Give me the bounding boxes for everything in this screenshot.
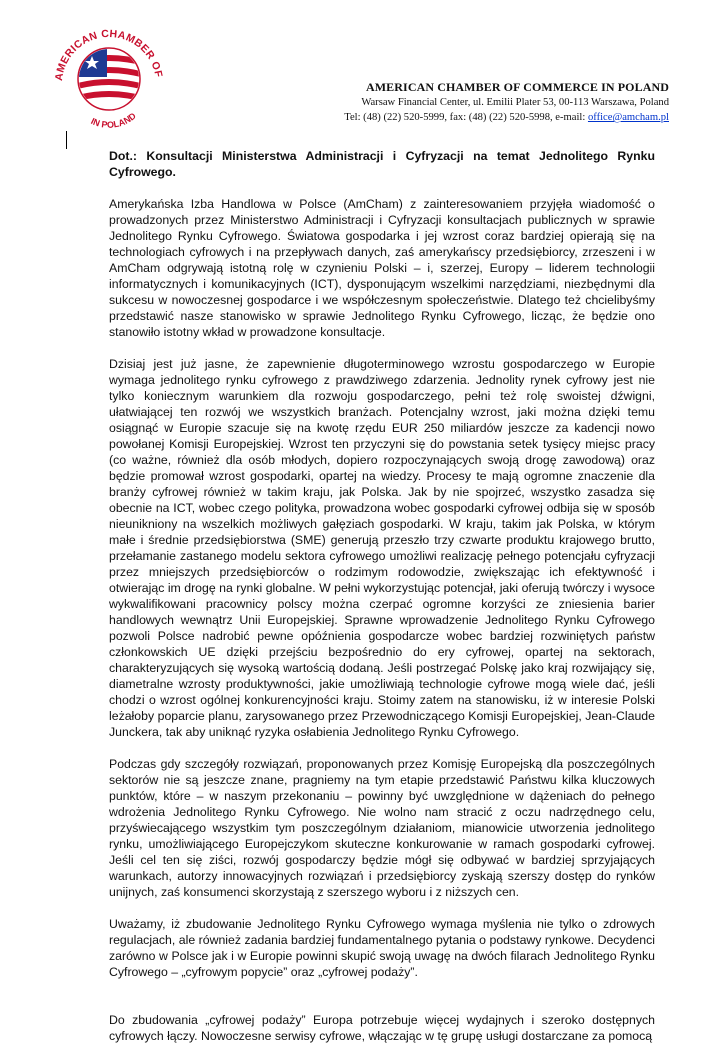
organization-contact: [344, 110, 669, 125]
letter-body: [109, 148, 655, 1060]
paragraph-3: Podczas gdy szczegóły rozwiązań, proponowanych przez Komisję Europejską dla poszczególnych sektorów nie są jeszcze znane, pragniemy na tym etapie przedstawić Państwu kilka kluczowych punktów, które – w naszym przekonaniu – powinny być uwzględnione w dążeniach do pełnego wdrożenia Jednolitego Rynku Cyfrowego. Nie wolno nam stracić z oczu nadrzędnego celu, przyświecającego wszystkim tym poszczególnym działaniom, mianowicie utworzenia jednolitego rynku, umożliwiającego Europejczykom skuteczne konkurowanie w ramach gospodarki cyfrowej. Jeśli cel ten się ziści, rozwój gospodarczy będzie mógł się odbywać w bardziej sprzyjających warunkach, autorzy innowacyjnych rozwiązań i przedsiębiorcy zyskają szerszy dostęp do rynków unijnych, zaś konsumenci skorzystają z szerszego wyboru i z niższych cen.: [109, 757, 655, 899]
paragraph-5: Do zbudowania „cyfrowej podaży” Europa potrzebuje więcej wydajnych i szeroko dostępnych cyfrowych łączy. Nowoczesne serwisy cyfrowe, włączając w tę grupę usługi dostarczane za pomocą: [109, 1013, 655, 1043]
letter-subject: Dot.: Konsultacji Ministerstwa Administracji i Cyfryzacji na temat Jednolitego Rynku Cyfrowego.: [109, 149, 655, 179]
organization-name: AMERICAN CHAMBER OF COMMERCE IN POLAND: [365, 80, 669, 94]
paragraph-2: Dzisiaj jest już jasne, że zapewnienie długoterminowego wzrostu gospodarczego w Europie wymaga jednolitego rynku cyfrowego z prawdziwego zdarzenia. Jednolity rynek cyfrowy jest nie tylko koniecznym warunkiem dla rozwoju gospodarczego, pełni też rolę swoistej dźwigni, ułatwiającej ten rozwój we wszystkich branżach. Potencjalny wzrost, jaki można dzięki temu osiągnąć w Europie szacuje się na kwotę rzędu EUR 250 miliardów jeszcze za kadencji nowo powołanej Komisji Europejskiej. Wzrost ten przyczyni się do powstania setek tysięcy miejsc pracy (co ważne, również dla osób młodych, dopiero rozpoczynających swoją drogę zawodową) oraz będzie promował wzrost gospodarki, opartej na wiedzy. Procesy te mają ogromne znaczenie dla branży cyfrowej również w takim kraju, jak Polska. Jak by nie spojrzeć, wszystko zasadza się obecnie na ICT, wobec czego polityka, prowadzona wobec gospodarki cyfrowej odbija się w sposób nieunikniony na wszelkich możliwych gałęziach gospodarki. W kraju, takim jak Polska, w którym małe i średnie przedsiębiorstwa (SME) generują przeszło trzy czwarte produktu krajowego brutto, przełamanie zastanego modelu sektora cyfrowego umożliwi realizację pełnego potencjału cyfryzacji przez mniejszych przedsiębiorców o rodzimym rodowodzie, zwiększając ich efektywność i otwierając im drogę na rynki globalne. W pełni wykorzystując potencjał, jaki oferują twórczy i wysoce wykwalifikowani pracownicy polscy można czerpać ogromne korzyści ze zniesienia barier handlowych wewnątrz Unii Europejskiej. Sprawne wprowadzenie Jednolitego Rynku Cyfrowego pozwoli Polsce nadrobić pewne opóźnienia gospodarcze wobec bardziej rozwiniętych państw członkowskich UE dzięki przejściu bezpośrednio do ery cyfrowej, opartej na sektorach, charakteryzujących się wysoką wartością dodaną. Jeśli postrzegać Polskę jako kraj rozwijający się, diametralne wzrosty produktywności, jakie umożliwiają technologie cyfrowe mogą wiele dać, jeśli chodzi o wzrost ogólnej konkurencyjności kraju. Stoimy zatem na stanowisku, iż w interesie Polski leżałoby poparcie planu, zarysowanego przez Przewodniczącego Komisji Europejskiej, Jean-Claude Junckera, tak aby uniknąć ryzyka osłabienia Jednolitego Rynku Cyfrowego.: [109, 357, 655, 739]
logo-emblem: [44, 14, 174, 144]
email-link[interactable]: office@amcham.pl: [587, 112, 669, 123]
svg-text:IN POLAND: IN POLAND: [89, 110, 138, 130]
text-cursor: [66, 131, 67, 149]
organization-address: Warsaw Financial Center, ul. Emilii Plater 53, 00-113 Warszawa, Poland: [361, 97, 669, 108]
letterhead: [344, 80, 669, 125]
amcham-logo: [44, 14, 174, 144]
paragraph-4: Uważamy, iż zbudowanie Jednolitego Rynku Cyfrowego wymaga myślenia nie tylko o zdrowych regulacjach, ale również zadania bardziej fundamentalnego pytania o podstawy rynkowe. Decydenci zarówno w Polsce jak i w Europie powinni skupić swoją uwagę na dwóch filarach Jednolitego Rynku Cyfrowego – „cyfrowym popycie” oraz „cyfrowej podaży”.: [109, 917, 655, 979]
contact-phone-fax: Tel: (48) (22) 520-5999, fax: (48) (22) 520-5998, e-mail:: [344, 112, 588, 123]
svg-text:AMERICAN CHAMBER OF COMMERCE: AMERICAN CHAMBER OF: [53, 27, 165, 82]
paragraph-1: Amerykańska Izba Handlowa w Polsce (AmCham) z zainteresowaniem przyjęła wiadomość o prowadzonych przez Ministerstwo Administracji i Cyfryzacji konsultacjach publicznych w sprawie Jednolitego Rynku Cyfrowego. Światowa gospodarka i jej wzrost coraz bardziej opierają się na technologiach cyfrowych i na przepływach danych, zaś amerykańscy przedsiębiorcy, zrzeszeni i w AmCham odgrywają istotną rolę w czynieniu Polski – i, szerzej, Europy – liderem technologii informatycznych i komunikacyjnych (ICT), dysponującym wszelkimi narzędziami, niezbędnymi dla sukcesu w nowoczesnej gospodarce i we współczesnym społeczeństwie. Dlatego też chcielibyśmy przedstawić nasze stanowisko w sprawie Jednolitego Rynku Cyfrowego, licząc, że będzie ono stanowiło istotny wkład w prowadzone konsultacje.: [109, 197, 655, 339]
